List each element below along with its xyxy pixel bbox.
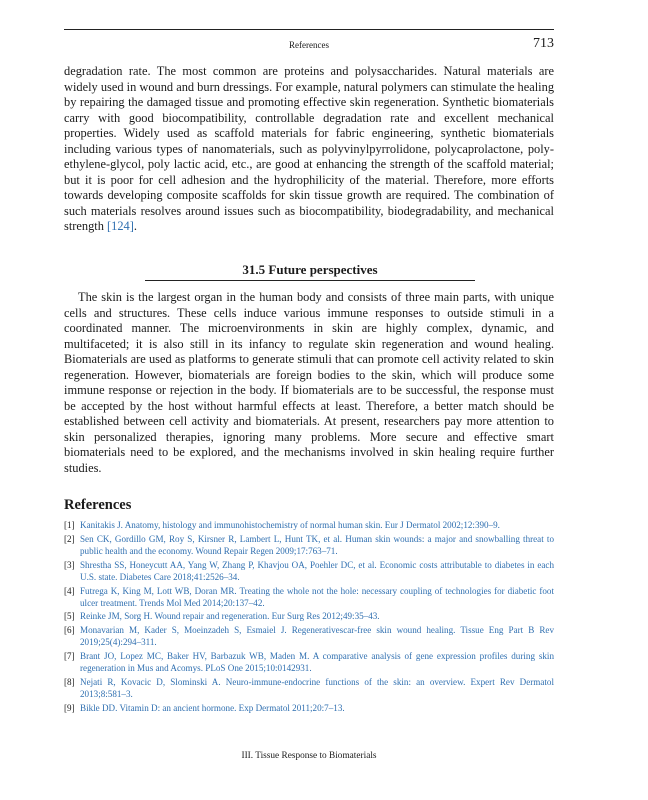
- page-number: 713: [533, 36, 554, 51]
- header-rule: [64, 29, 554, 30]
- reference-item: [64, 533, 554, 557]
- body-paragraph-1: [64, 64, 554, 235]
- reference-number: [6]: [64, 625, 75, 636]
- reference-link[interactable]: Bikle DD. Vitamin D: an ancient hormone. Exp Dermatol 2011;20:7–13.: [80, 702, 345, 713]
- paragraph-1-text: degradation rate. The most common are proteins and polysaccharides. Natural materials are widely used in wound and burn dressings. For example, natural polymers can stimulate the healing by repairing the damaged tissue and promoting effective skin regeneration. Synthetic biomaterials carry with good biocompatibility, controllable degradation rate and excellent mechanical properties. Widely used as scaffold materials for fabric engineering, synthetic biomaterials including various types of nanomaterials, such as polyvinylpyrrolidone, polycaprolactone, poly-ethylene-glycol, poly lactic acid, etc., are good at enhancing the strength of the scaffold material; but it is poor for cell adhesion and the hydrophilicity of the material. Therefore, more efforts towards developing composite scaffolds for skin tissue growth are required. The combination of such materials resolves around issues such as biocompatibility, biodegradability, and mechanical strength: [64, 64, 555, 233]
- reference-number: [4]: [64, 585, 75, 596]
- reference-link[interactable]: Futrega K, King M, Lott WB, Doran MR. Treating the whole not the hole: necessary coupling of technologies for diabetic foot ulcer treatment. Trends Mol Med 2014;20:137–42.: [80, 585, 554, 608]
- section-heading: [145, 262, 475, 281]
- reference-list: [64, 519, 554, 716]
- reference-item: [64, 559, 554, 583]
- reference-number: [5]: [64, 611, 75, 622]
- reference-item: [64, 519, 554, 531]
- reference-number: [2]: [64, 533, 75, 544]
- reference-number: [8]: [64, 676, 75, 687]
- references-title: References: [64, 497, 132, 513]
- page-footer: III. Tissue Response to Biomaterials: [241, 751, 377, 761]
- reference-link[interactable]: Kanitakis J. Anatomy, histology and immunohistochemistry of normal human skin. Eur J Dermatol 2002;12:390–9.: [80, 520, 500, 530]
- reference-number: [7]: [64, 651, 75, 662]
- running-head: [64, 36, 554, 56]
- reference-number: [3]: [64, 559, 75, 570]
- running-title: References: [289, 40, 329, 50]
- section-heading-text: 31.5 Future perspectives: [242, 262, 378, 277]
- reference-link[interactable]: Sen CK, Gordillo GM, Roy S, Kirsner R, Lambert L, Hunt TK, et al. Human skin wounds: a major and snowballing threat to public health and the economy. Wound Repair Regen 2009;17:763–71.: [80, 533, 554, 556]
- reference-item: [64, 624, 554, 648]
- reference-item: [64, 650, 554, 674]
- reference-item: [64, 610, 554, 622]
- reference-link[interactable]: Shrestha SS, Honeycutt AA, Yang W, Zhang P, Khavjou OA, Poehler DC, et al. Economic costs attributable to diabetes in each U.S. state. Diabetes Care 2018;41:2526–34.: [80, 559, 554, 582]
- paragraph-1-end: .: [133, 219, 137, 233]
- body-paragraph-2: The skin is the largest organ in the human body and consists of three main parts, with unique cells and structures. These cells induce various immune responses to outside stimuli in a coordinated manner. The microenvironments in skin are highly complex, dynamic, and multifaceted; it is also still in its infancy to regulate skin regeneration and wound healing. Biomaterials are used as platforms to generate stimuli that can promote cell activity related to skin regeneration. However, biomaterials are foreign bodies to the skin, which will produce some immune response or rejection in the body. If biomaterials are to be successful, the response must be accepted by the host without harmful effects at least. Therefore, a better match should be established between cell activity and biomaterials. At present, researchers pay more attention to skin personalized therapies, ignoring many problems. More secure and effective smart biomaterials need to be explored, and the mechanisms involved in skin healing require further studies.: [64, 290, 554, 475]
- reference-link[interactable]: Nejati R, Kovacic D, Slominski A. Neuro-immune-endocrine functions of the skin: an overview. Expert Rev Dermatol 2013;8:581–3.: [80, 676, 554, 700]
- reference-item: [64, 702, 554, 714]
- reference-item: [64, 676, 554, 700]
- reference-number: [1]: [64, 520, 75, 530]
- reference-link[interactable]: Brant JO, Lopez MC, Baker HV, Barbazuk WB, Maden M. A comparative analysis of gene expression profiles during skin regeneration in Mus and Acomys. PLoS One 2015;10:0142931.: [80, 651, 554, 674]
- reference-number: [9]: [64, 702, 75, 713]
- reference-link[interactable]: Monavarian M, Kader S, Moeinzadeh S, Esmaiel J. Regenerativescar-free skin wound healing. Tissue Eng Part B Rev 2019;25(4):294–311.: [80, 625, 554, 648]
- reference-link[interactable]: Reinke JM, Sorg H. Wound repair and regeneration. Eur Surg Res 2012;49:35–43.: [80, 611, 380, 622]
- reference-item: [64, 585, 554, 609]
- citation-link-124[interactable]: [124]: [107, 219, 134, 233]
